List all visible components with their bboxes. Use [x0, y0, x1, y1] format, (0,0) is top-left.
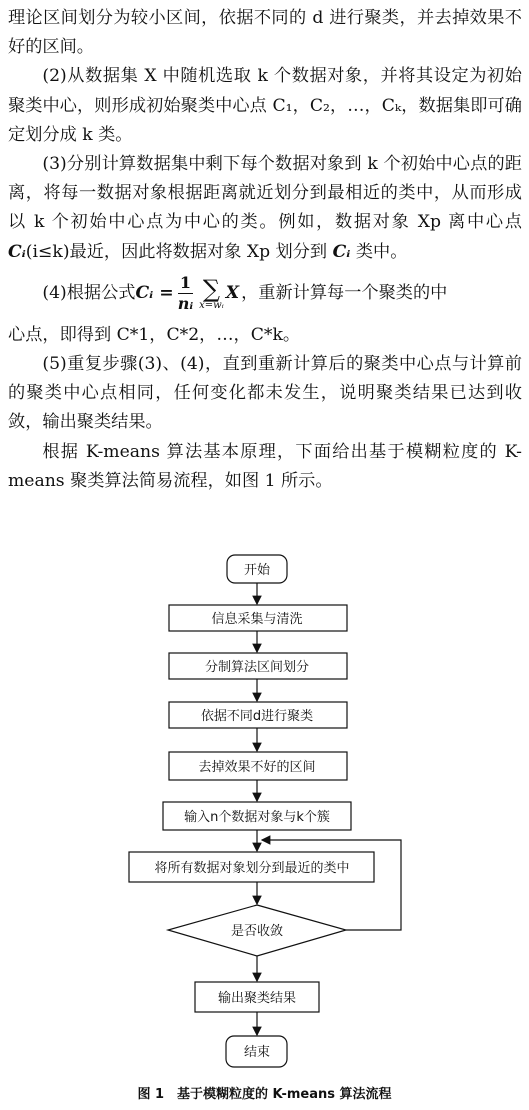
step5-label: 输入n个数据对象与k个簇 — [184, 810, 330, 825]
step6-label: 将所有数据对象划分到最近的类中 — [154, 861, 350, 876]
step4-label: 去掉效果不好的区间 — [198, 760, 316, 775]
sum-symbol: ∑ — [202, 274, 221, 303]
step-3-text-a: (3)分别计算数据集中剩下每个数据对象到 k 个初始中心点的距离，将每一数据对象根据距离就近划分到最相近的类中，从而形成以 k 个初始中心点为中心的类。例如，数据对象 Xp 离中心点 — [8, 154, 522, 233]
step-3-text-b: (i≤k)最近，因此将数据对象 Xp 划分到 — [25, 241, 333, 262]
step-4-suffix: ，重新计算每一个聚类的中 — [241, 283, 448, 304]
formula-lhs: Cᵢ = — [135, 283, 174, 304]
step2-label: 分制算法区间划分 — [204, 660, 310, 675]
step3-label: 依据不同d进行聚类 — [200, 709, 314, 724]
paragraph-step-2: (2)从数据集 X 中随机选取 k 个数据对象，并将其设定为初始聚类中心，则形成初始聚类中心点 C₁，C₂，…，Cₖ，数据集即可确定划分成 k 类。 — [8, 66, 522, 145]
symbol-ci-2: Cᵢ — [332, 241, 351, 262]
output-label: 输出聚类结果 — [217, 991, 297, 1006]
symbol-ci: Cᵢ — [8, 241, 26, 262]
paragraph-step-5: (5)重复步骤(3)、(4)，直到重新计算后的聚类中心点与计算前的聚类中心点相同，任何变化都未发生，说明聚类结果已达到收敛，输出聚类结果。 — [8, 354, 522, 433]
formula-numerator: 1 — [179, 273, 191, 293]
step-3-text-c: 类中。 — [350, 241, 408, 262]
figure-caption: 图 1 基于模糊粒度的 K-means 算法流程 — [137, 1087, 392, 1102]
formula-variable: X — [225, 283, 240, 304]
step-4-prefix: (4)根据公式 — [42, 283, 136, 304]
paragraph-intro-figure: 根据 K-means 算法基本原理，下面给出基于模糊粒度的 K-means 聚类算法简易流程，如图 1 所示。 — [8, 441, 522, 491]
paragraph-step-4-cont: 心点，即得到 C*1，C*2，…，C*k。 — [8, 324, 301, 345]
sum-subscript: x=wᵢ — [199, 299, 224, 311]
step1-label: 信息采集与清洗 — [211, 612, 303, 627]
formula-denominator: nᵢ — [177, 294, 194, 314]
start-label: 开始 — [243, 563, 271, 578]
end-label: 结束 — [243, 1045, 271, 1060]
paragraph-continuation: 理论区间划分为较小区间，依据不同的 d 进行聚类，并去掉效果不好的区间。 — [8, 8, 522, 58]
decision-label: 是否收敛 — [230, 924, 284, 939]
